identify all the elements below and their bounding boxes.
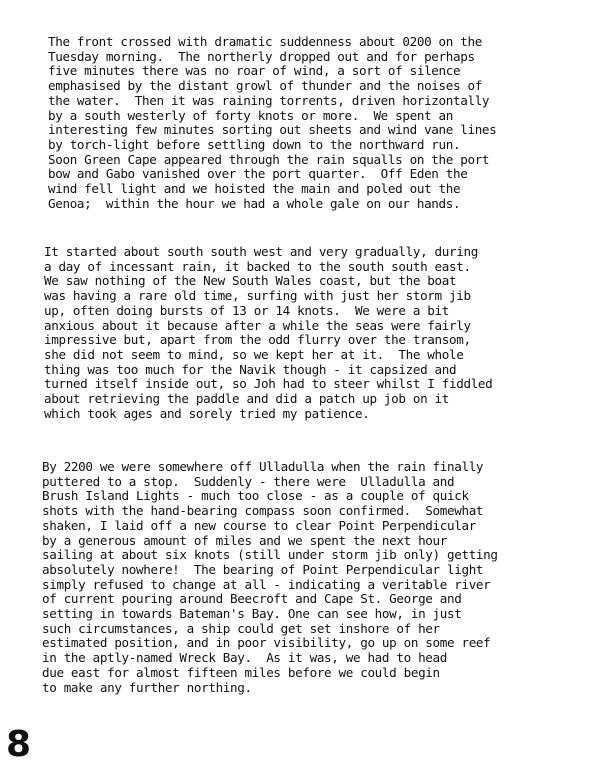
text-line: by a south westerly of forty knots or more. We spent an bbox=[48, 107, 453, 123]
text-line: estimated position, and in poor visibility, go up on some reef bbox=[42, 635, 491, 651]
text-line: such circumstances, a ship could get set inshore of her bbox=[42, 620, 440, 636]
text-line: sailing at about six knots (still under storm jib only) getting bbox=[42, 547, 498, 563]
text-line: Soon Green Cape appeared through the rain squalls on the port bbox=[48, 151, 490, 167]
text-line: five minutes there was no roar of wind, a sort of silence bbox=[48, 63, 461, 79]
text-line: shaken, I laid off a new course to clear Point Perpendicular bbox=[42, 517, 476, 533]
page-number: 8 bbox=[6, 724, 32, 765]
text-line: Brush Island Lights - much too close - as a couple of quick bbox=[42, 488, 469, 504]
text-line: shots with the hand-bearing compass soon confirmed. Somewhat bbox=[42, 503, 484, 519]
text-line: was having a rare old time, surfing with just her storm jib bbox=[44, 288, 471, 304]
text-line: the water. Then it was raining torrents, driven horizontally bbox=[48, 92, 490, 108]
text-line: impressive but, apart from the odd flurry over the transom, bbox=[44, 332, 471, 348]
text-line: due east for almost fifteen miles before we could begin bbox=[42, 664, 440, 680]
text-line: simply refused to change at all - indicating a veritable river bbox=[42, 576, 491, 592]
text-line: by a generous amount of miles and we spent the next hour bbox=[42, 532, 447, 548]
text-line: By 2200 we were somewhere off Ulladulla when the rain finally bbox=[42, 459, 484, 474]
text-line: interesting few minutes sorting out sheets and wind vane lines bbox=[48, 122, 497, 138]
text-line: emphasised by the distant growl of thunder and the noises of bbox=[48, 78, 482, 94]
paragraph bbox=[44, 245, 564, 421]
text-line: setting in towards Bateman's Bay. One can see how, in just bbox=[42, 606, 462, 622]
text-line: Genoa; within the hour we had a whole gale on our hands. bbox=[48, 195, 461, 211]
text-line: It started about south south west and very gradually, during bbox=[44, 244, 478, 259]
text-line: about retrieving the paddle and did a patch up job on it bbox=[44, 391, 449, 407]
paragraph bbox=[48, 35, 568, 211]
text-line: We saw nothing of the New South Wales coast, but the boat bbox=[44, 273, 457, 289]
text-line: turned itself inside out, so Joh had to steer whilst I fiddled bbox=[44, 376, 493, 392]
text-line: of current pouring around Beecroft and Cape St. George and bbox=[42, 591, 462, 607]
text-line: a day of incessant rain, it backed to the south south east. bbox=[44, 258, 471, 274]
text-line: bow and Gabo vanished over the port quarter. Off Eden the bbox=[48, 166, 468, 182]
text-line: absolutely nowhere! The bearing of Point Perpendicular light bbox=[42, 561, 484, 577]
text-line: Tuesday morning. The northerly dropped out and for perhaps bbox=[48, 48, 475, 64]
paragraph bbox=[42, 460, 562, 695]
text-line: in the aptly-named Wreck Bay. As it was, we had to head bbox=[42, 650, 447, 666]
text-line: to make any further northing. bbox=[42, 679, 252, 695]
text-line: thing was too much for the Navik though - it capsized and bbox=[44, 361, 457, 377]
text-line: she did not seem to mind, so we kept her at it. The whole bbox=[44, 346, 464, 362]
text-line: by torch-light before settling down to the northward run. bbox=[48, 136, 461, 152]
text-line: puttered to a stop. Suddenly - there were Ulladulla and bbox=[42, 473, 455, 489]
text-line: anxious about it because after a while the seas were fairly bbox=[44, 317, 471, 333]
text-line: wind fell light and we hoisted the main and poled out the bbox=[48, 181, 461, 197]
text-line: The front crossed with dramatic suddenness about 0200 on the bbox=[48, 34, 482, 49]
text-line: which took ages and sorely tried my patience. bbox=[44, 405, 370, 421]
text-line: up, often doing bursts of 13 or 14 knots. We were a bit bbox=[44, 302, 449, 318]
